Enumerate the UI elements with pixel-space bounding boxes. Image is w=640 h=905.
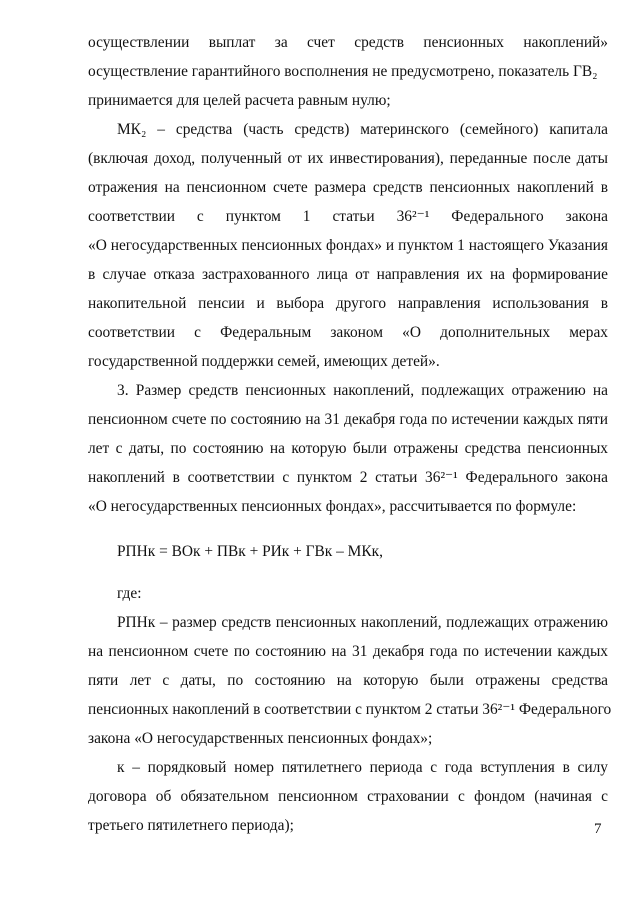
text-line: накоплений в соответствии с пунктом 2 статьи 36²⁻¹ Федерального закона	[88, 469, 608, 486]
text-line: пенсионном счете по состоянию на 31 декабря года по истечении каждых пяти	[88, 411, 608, 428]
text-line: осуществление гарантийного восполнения не предусмотрено, показатель ГВ₂	[88, 63, 598, 80]
text-line: отражения на пенсионном счете размера средств пенсионных накоплений в	[88, 179, 608, 196]
text-line: третьего пятилетнего периода);	[88, 817, 294, 834]
text-line: «О негосударственных пенсионных фондах», рассчитывается по формуле:	[88, 498, 577, 515]
text-line: пенсионных накоплений в соответствии с пунктом 2 статьи 36²⁻¹ Федерального	[88, 701, 612, 718]
text-line: 3. Размер средств пенсионных накоплений, подлежащих отражению на	[117, 382, 608, 399]
text-line: соответствии с Федеральным законом «О дополнительных мерах	[88, 324, 608, 341]
text-line: закона «О негосударственных пенсионных фондах»;	[88, 730, 433, 747]
text-line: лет с даты, по состоянию на которую были отражены средства пенсионных	[88, 440, 608, 457]
text-line: к – порядковый номер пятилетнего периода с года вступления в силу	[117, 759, 608, 776]
text-line: в случае отказа застрахованного лица от направления их на формирование	[88, 266, 608, 283]
text-line: государственной поддержки семей, имеющих детей».	[88, 353, 440, 370]
text-line: МК₂ – средства (часть средств) материнского (семейного) капитала	[117, 121, 608, 138]
text-line: договора об обязательном пенсионном страховании с фондом (начиная с	[88, 788, 608, 805]
text-line: принимается для целей расчета равным нулю;	[88, 92, 391, 109]
formula: РПНк = ВОк + ПВк + РИк + ГВк – МКк,	[117, 543, 383, 560]
text-line: «О негосударственных пенсионных фондах» и пунктом 1 настоящего Указания	[88, 237, 608, 254]
text-line: где:	[117, 585, 142, 602]
text-line: на пенсионном счете по состоянию на 31 декабря года по истечении каждых	[88, 643, 608, 660]
text-line: РПНк – размер средств пенсионных накоплений, подлежащих отражению	[117, 614, 608, 631]
text-line: пяти лет с даты, по состоянию на которую были отражены средства	[88, 672, 608, 689]
text-line: соответствии с пунктом 1 статьи 36²⁻¹ Федерального закона	[88, 208, 608, 225]
text-line: накопительной пенсии и выбора другого направления использования в	[88, 295, 608, 312]
page-number: 7	[594, 821, 602, 837]
text-line: осуществлении выплат за счет средств пенсионных накоплений»	[88, 34, 608, 51]
text-line: (включая доход, полученный от их инвестирования), переданные после даты	[88, 150, 608, 167]
